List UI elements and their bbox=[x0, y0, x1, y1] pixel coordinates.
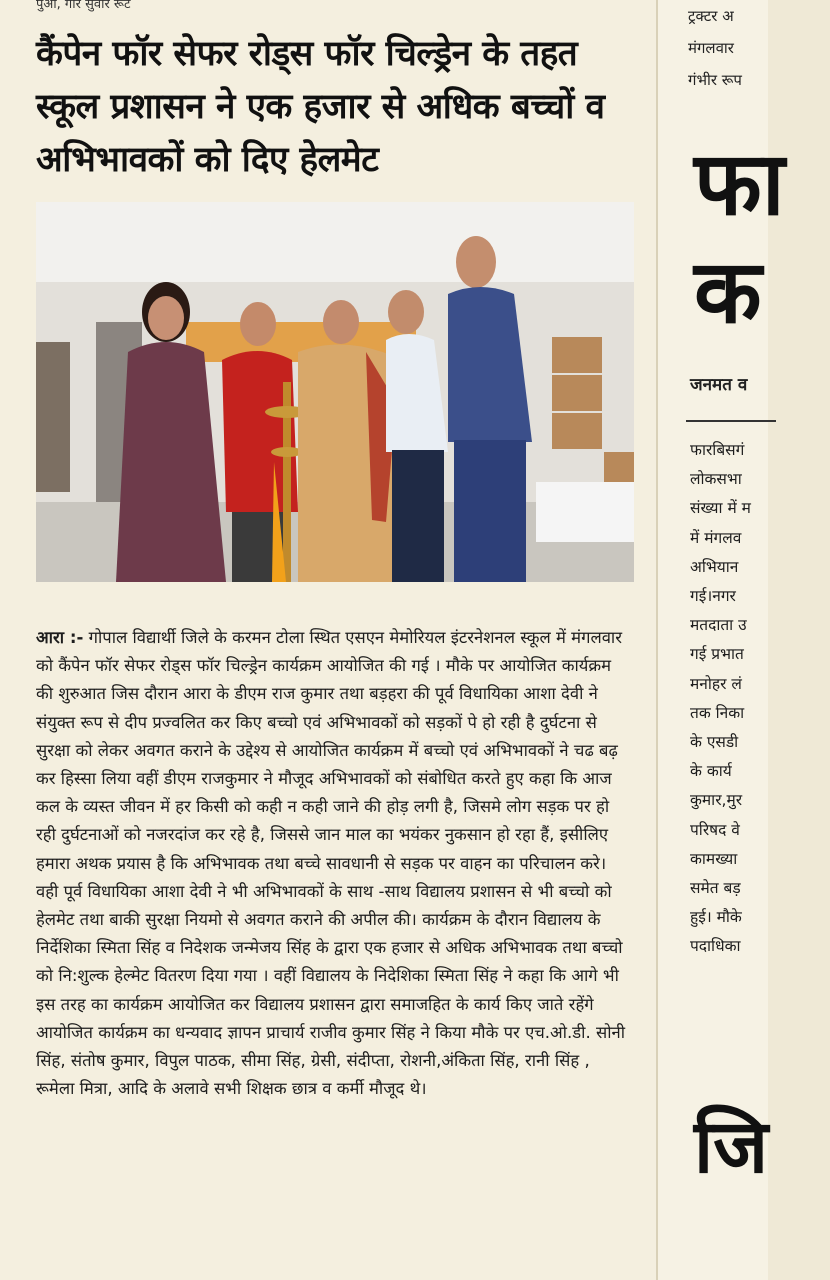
side-top-line: गंभीर रूप bbox=[688, 71, 742, 89]
article-dateline: आरा :- bbox=[36, 628, 84, 647]
top-strip-text: पुआ, गार सुवार रूट bbox=[36, 0, 131, 12]
side-body-line: में मंगलव bbox=[690, 528, 742, 547]
side-headline-2: क bbox=[694, 240, 762, 343]
side-headline-1: फा bbox=[694, 132, 785, 235]
side-headline-3: जि bbox=[694, 1104, 769, 1190]
side-top-line: मंगलवार bbox=[688, 39, 734, 57]
side-body bbox=[690, 436, 830, 962]
side-body-line: के एसडी bbox=[690, 733, 739, 752]
article-body bbox=[36, 624, 630, 1103]
side-body-line: मतदाता उ bbox=[690, 616, 747, 635]
side-body-line: फारबिसगं bbox=[690, 441, 745, 459]
event-photo bbox=[36, 202, 634, 582]
side-top-text bbox=[688, 0, 808, 96]
side-body-line: कामख्या bbox=[690, 849, 738, 868]
article-body-text: गोपाल विद्यार्थी जिले के करमन टोला स्थित एसएन मेमोरियल इंटरनेशनल स्कूल में मंगलवार को कैंपेन फॉर सेफर रोड्स फॉर चिल्ड्रेन कार्यक्रम आयोजित की गई । मौके पर आयोजित कार्यक्रम की शुरुआत जिस दौरान आरा के डीएम राज कुमार तथा बड़हरा की पूर्व विधायिका आशा देवी ने संयुक्त रूप से दीप प्रज्वलित कर किए बच्चो एवं अभिभावकों को सड़कों पे हो रही है दुर्घटना से सुरक्षा को लेकर अवगत कराने के उद्देश्य से आयोजित कार्यक्रम में बच्चो एवं अभिभावकों ने चढ बढ़ कर हिस्सा लिया वहीं डीएम राजकुमार ने मौजूद अभिभावकों को संबोधित करते हुए कहा कि आज कल के व्यस्त जीवन में हर किसी को कही न कही जाने की होड़ लगी है, जिसमे लोग सड़क पर हो रही दुर्घटनाओं को नजरदांज कर रहे है, जिससे जान माल का भयंकर नुकसान हो रहा हैं, इसीलिए हमारा अथक प्रयास है कि अभिभावक तथा बच्चे सावधानी से सड़क पर वाहन का परिचालन करे। वही पूर्व विधायिका आशा देवी ने भी अभिभावकों के साथ -साथ विद्यालय प्रशासन से भी बच्चो को हेलमेट तथा बाकी सुरक्षा नियमो से अवगत कराने की अपील की। कार्यक्रम के दौरान विद्यालय के निर्देशिका स्मिता सिंह व निदेशक जन्मेजय सिंह के द्वारा एक हजार से अधिक अभिभावक तथा बच्चो को नि:शुल्क हेल्मेट वितरण दिया गया । वहीं विद्यालय के निदेशिका स्मिता सिंह ने कहा कि आगे भी इस तरह का कार्यक्रम आयोजित कर विद्यालय प्रशासन द्वारा समाजहित के कार्य किए जाते रहेंगे आयोजित कार्यक्रम का धन्यवाद ज्ञापन प्राचार्य राजीव कुमार सिंह ने किया मौके पर एच.ओ.डी. सोनी सिंह, संतोष कुमार, विपुल पाठक, सीमा सिंह, ग्रेसी, संदीप्ता, रोशनी,अंकिता सिंह, रानी सिंह , रूमेला मित्रा, आदि के अलावे सभी शिक्षक छात्र व कर्मी मौजूद थे। bbox=[36, 628, 626, 1099]
side-body-line: गई प्रभात bbox=[690, 645, 744, 664]
side-body-line: मनोहर लं bbox=[690, 674, 742, 693]
article-headline: कैंपेन फॉर सेफर रोड्स फॉर चिल्ड्रेन के तहत स्कूल प्रशासन ने एक हजार से अधिक बच्चों व अभिभावकों को दिए हेलमेट bbox=[36, 34, 605, 180]
side-body-line: कुमार,मुर bbox=[690, 791, 743, 810]
adjacent-article bbox=[658, 0, 785, 1280]
side-top-line: ट्रक्टर अ bbox=[688, 7, 734, 25]
side-divider bbox=[686, 420, 776, 422]
side-body-line: लोकसभा bbox=[690, 470, 742, 489]
side-body-line: के कार्य bbox=[690, 762, 732, 781]
side-body-line: समेत बड़ bbox=[690, 879, 741, 898]
side-body-line: हुई। मौके bbox=[690, 908, 742, 927]
side-body-line: तक निका bbox=[690, 703, 745, 722]
side-body-line: संख्या में म bbox=[690, 499, 751, 518]
side-body-line: अभियान bbox=[690, 557, 739, 576]
side-byline: जनमत व bbox=[690, 375, 748, 395]
side-body-line: परिषद वे bbox=[690, 820, 740, 839]
side-body-line: पदाधिका bbox=[690, 937, 741, 956]
side-body-line: गई।नगर bbox=[690, 587, 736, 606]
